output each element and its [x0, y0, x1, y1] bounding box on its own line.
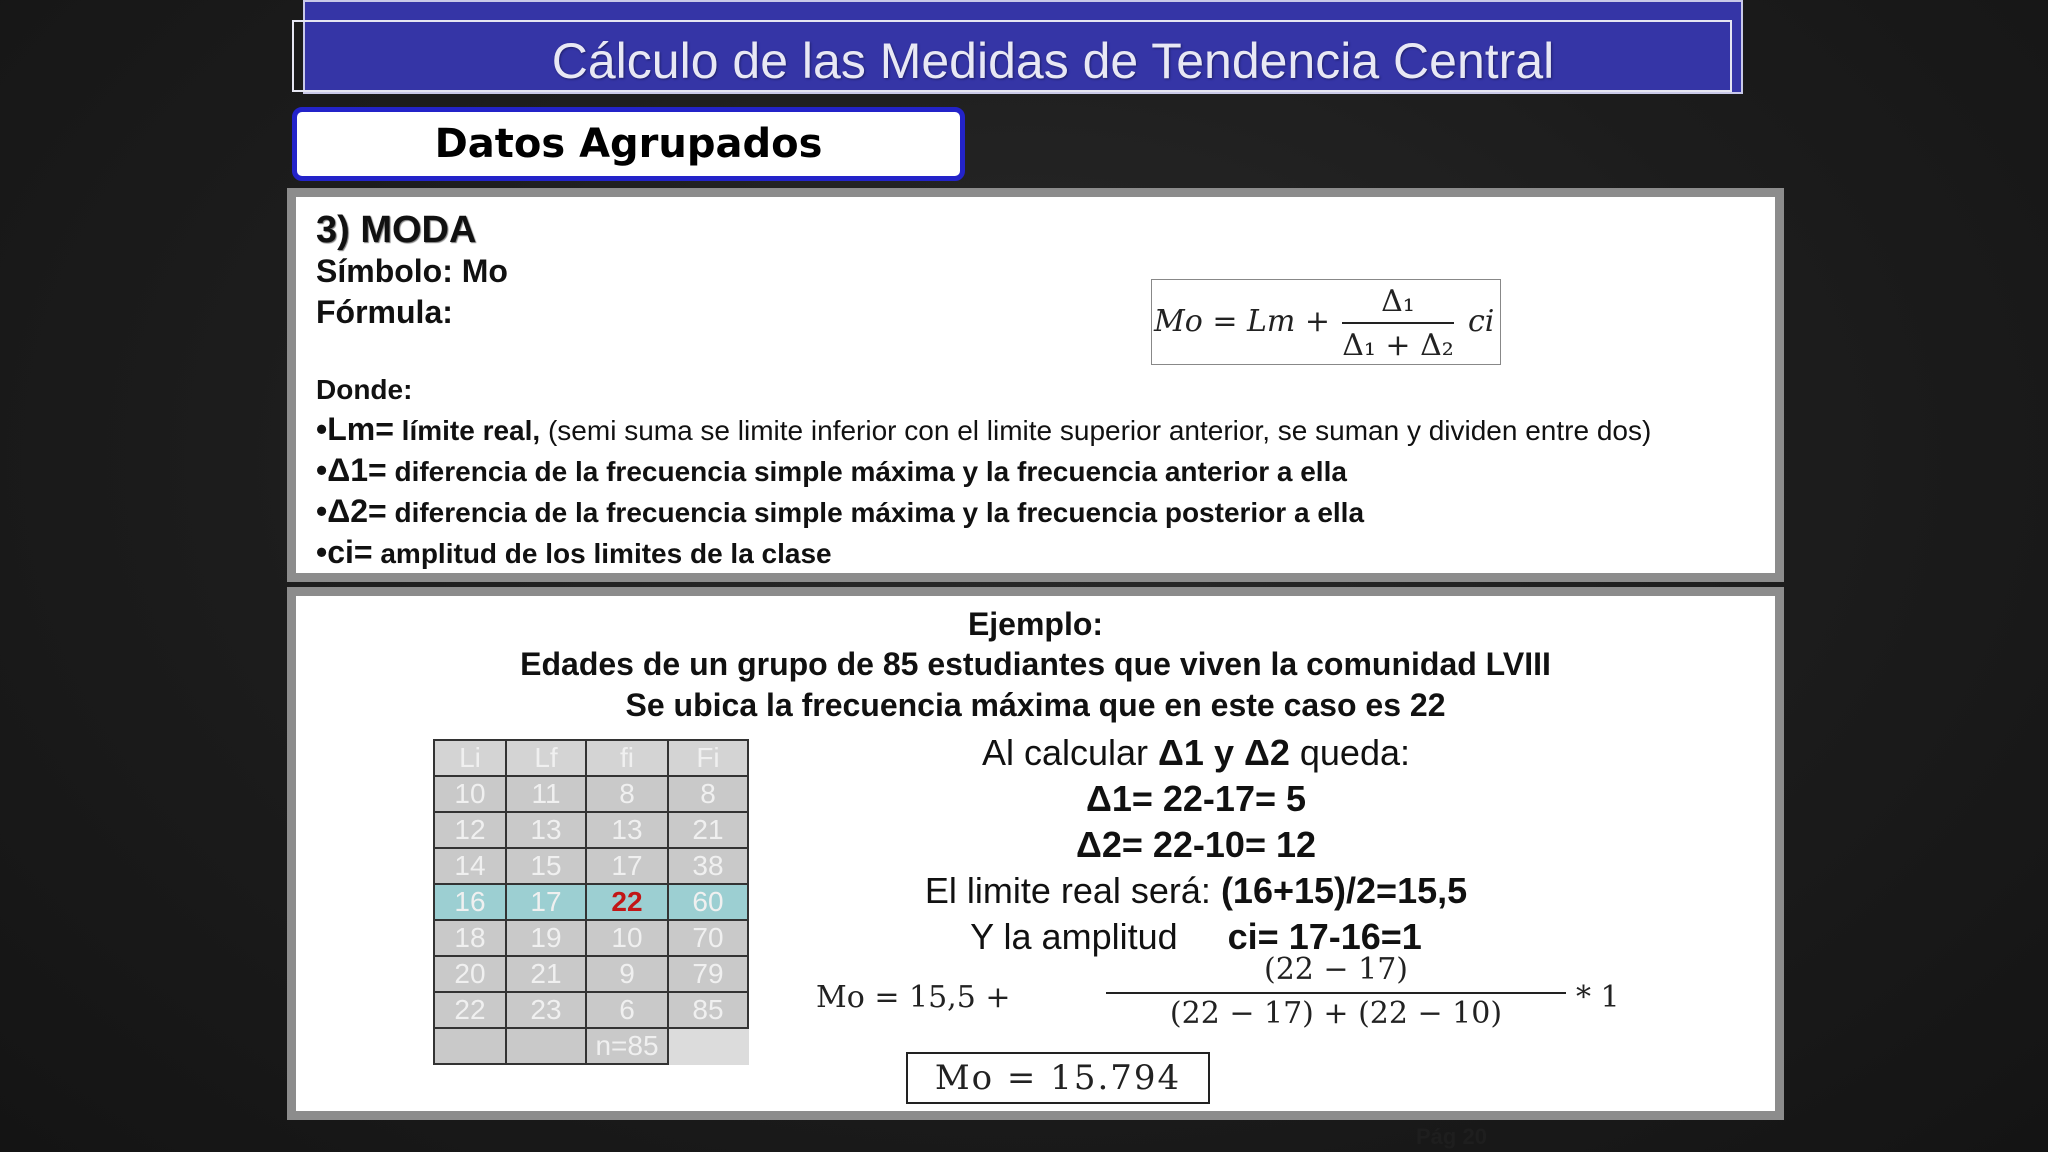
header-Fi: Fi	[668, 740, 748, 776]
bullet-delta1: •Δ1= diferencia de la frecuencia simple máxima y la frecuencia anterior a ella	[316, 452, 1347, 488]
cell: 8	[668, 776, 748, 812]
cell: 14	[434, 848, 506, 884]
formula-denominator: Δ₁ + Δ₂	[1342, 328, 1454, 363]
cell: 70	[668, 920, 748, 956]
calc-formula	[816, 952, 1646, 1040]
header-fi: fi	[586, 740, 668, 776]
header-lf: Lf	[506, 740, 586, 776]
table-row	[434, 920, 748, 956]
cell: 20	[434, 956, 506, 992]
calc-formula-denominator: (22 − 17) + (22 − 10)	[1169, 996, 1503, 1031]
cell: 22	[434, 992, 506, 1028]
max-frequency-cell: 22	[586, 884, 668, 920]
cell: 6	[586, 992, 668, 1028]
formula-numerator: Δ₁	[1381, 284, 1415, 319]
total-cell: n=85	[586, 1028, 668, 1064]
cell	[506, 1028, 586, 1064]
cell: 85	[668, 992, 748, 1028]
section-heading: 3) MODA	[316, 209, 477, 251]
calc-delta2: Δ2= 22-10= 12	[1075, 824, 1317, 865]
definition-panel	[287, 188, 1784, 582]
calc-formula-lhs: Mo = 15,5 +	[816, 980, 1011, 1015]
cell: 17	[506, 884, 586, 920]
header-li: Li	[434, 740, 506, 776]
cell: 18	[434, 920, 506, 956]
symbol-line: Símbolo: Mo	[316, 253, 508, 289]
table-total-row	[434, 1028, 748, 1064]
page-number: Pág 20	[1416, 1124, 1487, 1149]
cell	[668, 1028, 748, 1064]
bullet-ci: •ci= amplitud de los limites de la clase	[316, 534, 832, 570]
example-description: Edades de un grupo de 85 estudiantes que viven la comunidad LVIII	[520, 646, 1551, 682]
formula-tail: ci	[1468, 304, 1495, 339]
cell: 19	[506, 920, 586, 956]
cell: 79	[668, 956, 748, 992]
cell: 9	[586, 956, 668, 992]
cell: 21	[668, 812, 748, 848]
cell: 21	[506, 956, 586, 992]
example-heading: Ejemplo:	[967, 606, 1104, 642]
donde-label: Donde:	[316, 374, 413, 405]
table-row	[434, 776, 748, 812]
calc-amplitud: Y la amplitud ci= 17-16=1	[970, 916, 1422, 957]
calc-intro: Al calcular Δ1 y Δ2 queda:	[981, 732, 1410, 773]
formula-lhs: Mo = Lm +	[1154, 304, 1331, 339]
table-row	[434, 812, 748, 848]
bullet-lm: •Lm= límite real, (semi suma se limite inferior con el limite superior anterior, se suman y dividen entre dos)	[316, 411, 1652, 447]
cell: 13	[506, 812, 586, 848]
mode-formula	[1151, 279, 1501, 365]
example-panel	[287, 587, 1784, 1120]
table-row-modal-class	[434, 884, 748, 920]
cell: 17	[586, 848, 668, 884]
cell: 23	[506, 992, 586, 1028]
calc-formula-tail: * 1	[1576, 980, 1620, 1015]
cell: 38	[668, 848, 748, 884]
cell	[434, 1028, 506, 1064]
cell: 15	[506, 848, 586, 884]
table-row	[434, 992, 748, 1028]
bullet-delta2: •Δ2= diferencia de la frecuencia simple máxima y la frecuencia posterior a ella	[316, 493, 1365, 529]
calc-limite-real: El limite real será: (16+15)/2=15,5	[924, 870, 1468, 911]
subtitle-box: Datos Agrupados	[292, 107, 965, 181]
result-box: Mo = 15.794	[906, 1052, 1210, 1104]
table-header-row	[434, 740, 748, 776]
cell: 16	[434, 884, 506, 920]
table-row	[434, 848, 748, 884]
cell: 10	[434, 776, 506, 812]
formula-label: Fórmula:	[316, 294, 453, 330]
cell: 11	[506, 776, 586, 812]
frequency-table	[433, 739, 749, 1065]
table-row	[434, 956, 748, 992]
slide-title: Cálculo de las Medidas de Tendencia Central	[551, 33, 1555, 89]
example-max-frequency: Se ubica la frecuencia máxima que en este caso es 22	[625, 687, 1446, 723]
cell: 10	[586, 920, 668, 956]
cell: 8	[586, 776, 668, 812]
calc-fraction-bar	[1106, 992, 1566, 994]
cell: 12	[434, 812, 506, 848]
calc-formula-numerator: (22 − 17)	[1264, 952, 1408, 987]
cell: 13	[586, 812, 668, 848]
cell: 60	[668, 884, 748, 920]
fraction-bar	[1342, 322, 1454, 324]
calc-delta1: Δ1= 22-17= 5	[1085, 778, 1307, 819]
